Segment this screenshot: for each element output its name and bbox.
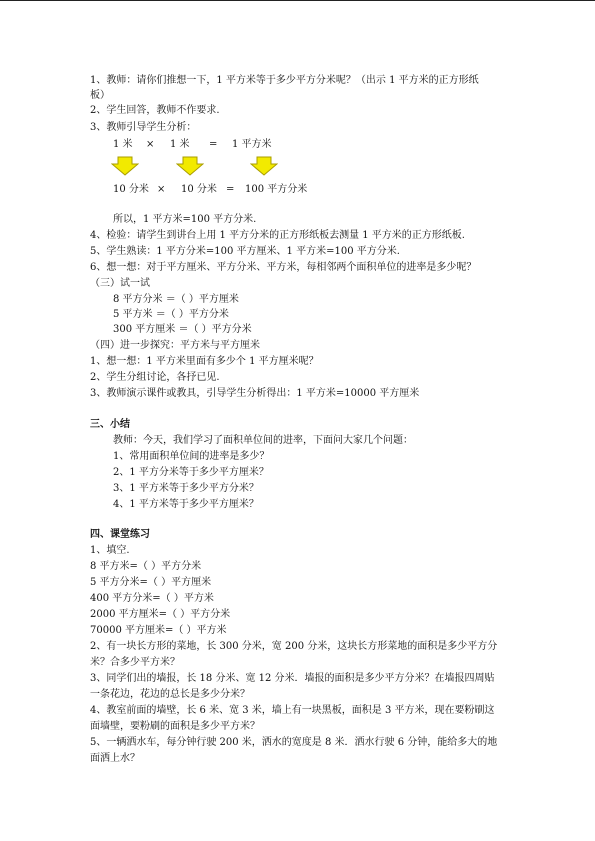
try-item-1: 8 平方分米 ＝（ ）平方厘米 [113, 294, 239, 305]
conclusion-line: 所以，1 平方米=100 平方分米. [113, 214, 257, 225]
further-item-1: 1、想一想：1 平方米里面有多少个 1 平方厘米呢？ [90, 356, 319, 367]
practice-question-3-cont: 一条花边，花边的总长是多少分米？ [90, 689, 250, 700]
equation-1-times: × [146, 139, 155, 150]
page-top-border [0, 0, 595, 1]
section-summary-heading: 三、小结 [90, 419, 130, 430]
summary-intro: 教师：今天，我们学习了面积单位间的进率，下面问大家几个问题： [113, 435, 413, 446]
equation-2-term-a: 10 分米 [113, 184, 149, 195]
practice-fill-4: 2000 平方厘米=（ ）平方分米 [90, 609, 231, 620]
practice-question-2-cont: 米？合多少平方米？ [90, 657, 180, 668]
practice-fill-5: 70000 平方厘米=（ ）平方米 [90, 625, 227, 636]
summary-question-3: 3、1 平方米等于多少平方分米？ [113, 483, 259, 494]
down-arrow-icon [176, 156, 204, 176]
equation-2-equals: = [226, 184, 235, 195]
equation-2-result: 100 平方分米 [245, 184, 308, 195]
practice-question-2: 2、有一块长方形的菜地，长 300 分米，宽 200 分米，这块长方形菜地的面积是多少平方分 [90, 641, 498, 652]
practice-question-5-cont: 面洒上水？ [90, 753, 140, 764]
practice-fill-2: 5 平方分米=（ ）平方厘米 [90, 577, 212, 588]
equation-2-times: × [157, 184, 166, 195]
equation-1-term-b: 1 米 [170, 139, 190, 150]
equation-2-term-b: 10 分米 [181, 184, 217, 195]
line-1-cont: 板） [90, 90, 110, 101]
practice-fill-heading: 1、填空. [90, 545, 130, 556]
line-4: 4、检验：请学生到讲台上用 1 平方分米的正方形纸板去测量 1 平方米的正方形纸板. [90, 230, 465, 241]
line-3: 3、教师引导学生分析： [90, 122, 197, 133]
line-5: 5、学生熟读：1 平方分米=100 平方厘米、1 平方米=100 平方分米. [90, 246, 400, 257]
summary-question-4: 4、1 平方米等于多少平方厘米？ [113, 499, 259, 510]
try-item-2: 5 平方米 ＝（ ）平方分米 [113, 309, 229, 320]
down-arrow-icon [111, 156, 139, 176]
summary-question-1: 1、常用面积单位间的进率是多少？ [113, 451, 270, 462]
line-6: 6、想一想：对于平方厘米、平方分米、平方米，每相邻两个面积单位的进率是多少呢？ [90, 262, 477, 273]
further-item-2: 2、学生分组讨论，各抒已见. [90, 372, 220, 383]
section-further-heading: （四）进一步探究：平方米与平方厘米 [90, 340, 260, 351]
down-arrow-icon [250, 156, 278, 176]
line-2: 2、学生回答，教师不作要求. [90, 105, 220, 116]
try-item-3: 300 平方厘米 ＝（ ）平方分米 [113, 324, 252, 335]
line-1: 1、教师：请你们推想一下，1 平方米等于多少平方分米呢？（出示 1 平方米的正方形纸 [90, 75, 479, 86]
summary-question-2: 2、1 平方分米等于多少平方厘米？ [113, 467, 269, 478]
practice-question-5: 5、一辆洒水车，每分钟行驶 200 米，洒水的宽度是 8 米．洒水行驶 6 分钟，能给多大的地 [90, 737, 498, 748]
section-practice-heading: 四、课堂练习 [90, 529, 150, 540]
section-try-heading: （三）试一试 [90, 278, 150, 289]
equation-1-result: 1 平方米 [232, 139, 272, 150]
practice-question-4: 4、教室前面的墙壁，长 6 米、宽 3 米，墙上有一块黑板，面积是 3 平方米，现在要粉刷这 [90, 705, 495, 716]
equation-1-term-a: 1 米 [113, 139, 133, 150]
further-item-3: 3、教师演示课件或教具，引导学生分析得出：1 平方米=10000 平方厘米 [90, 388, 420, 399]
practice-question-4-cont: 面墙壁，要粉刷的面积是多少平方米？ [90, 721, 260, 732]
practice-fill-1: 8 平方米=（ ）平方分米 [90, 561, 202, 572]
practice-question-3: 3、同学们出的墙报，长 18 分米、宽 12 分米．墙报的面积是多少平方分米？在墙报四周贴 [90, 673, 495, 684]
practice-fill-3: 400 平方分米=（ ）平方米 [90, 593, 214, 604]
equation-1-equals: = [209, 139, 218, 150]
